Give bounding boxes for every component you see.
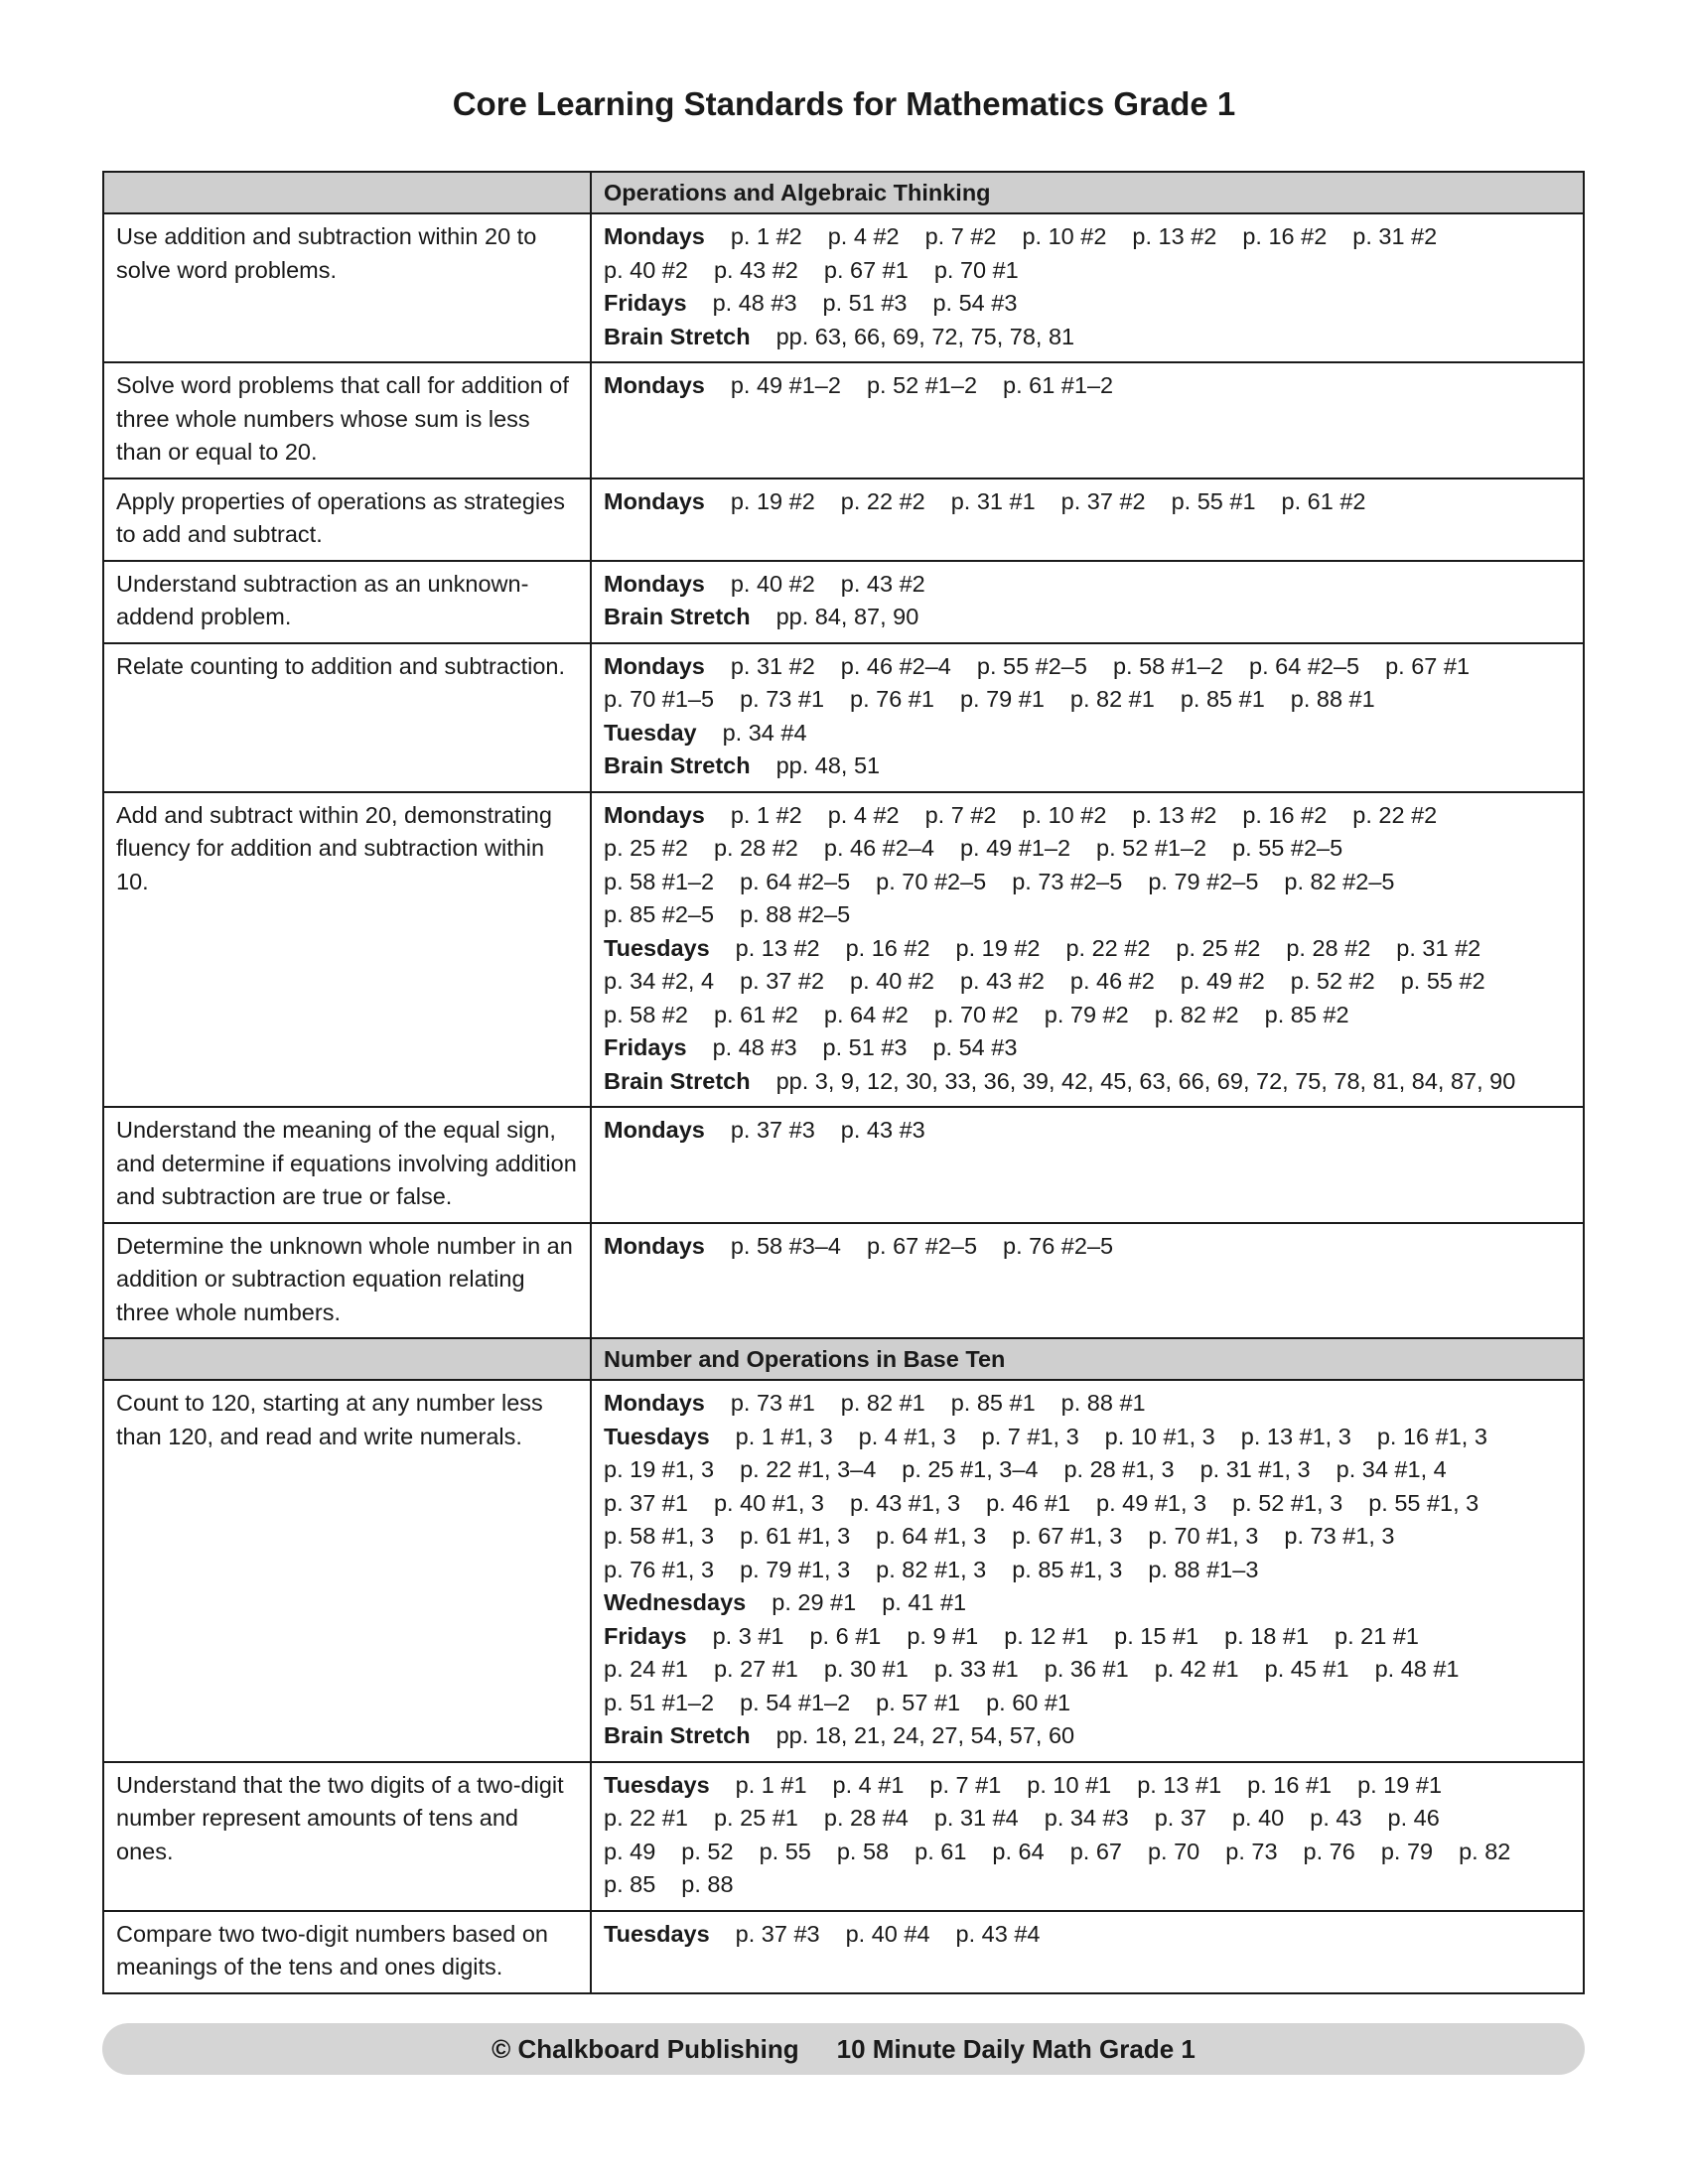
activity-references-cell xyxy=(591,1107,1584,1223)
reference-line xyxy=(604,932,1571,966)
page-reference: p. 64 #1, 3 xyxy=(876,1523,987,1549)
page-reference: p. 19 #1 xyxy=(1357,1771,1443,1798)
page-reference: p. 1 #1 xyxy=(735,1771,807,1798)
page-reference: p. 40 #4 xyxy=(845,1920,930,1947)
page-reference: p. 73 #1 xyxy=(740,686,825,712)
page-reference: p. 16 #1 xyxy=(1247,1771,1333,1798)
page-reference: p. 27 #1 xyxy=(713,1656,798,1682)
page-reference: p. 40 #2 xyxy=(604,256,688,283)
page-reference: p. 70 #2 xyxy=(933,1001,1019,1027)
page-reference: p. 41 #1 xyxy=(882,1589,967,1615)
standard-description: Apply properties of operations as strategies to add and subtract. xyxy=(103,478,591,561)
page-reference: p. 85 xyxy=(604,1871,656,1897)
page-reference: p. 88 xyxy=(681,1871,734,1897)
reference-line xyxy=(604,832,1571,866)
standard-row xyxy=(103,213,1584,362)
page-reference: p. 57 #1 xyxy=(876,1689,961,1715)
page-reference: p. 55 #2 xyxy=(1400,968,1485,994)
page-reference: p. 29 #1 xyxy=(772,1589,857,1615)
page-reference: p. 61 #2 xyxy=(1281,487,1366,514)
page-reference: p. 19 #2 xyxy=(955,934,1041,961)
page-reference: p. 28 #2 xyxy=(1286,934,1371,961)
page-reference: p. 82 #2–5 xyxy=(1284,868,1395,894)
reference-line xyxy=(604,220,1571,254)
domain-header-row xyxy=(103,1338,1584,1380)
standard-description: Compare two two-digit numbers based on meanings of the tens and ones digits. xyxy=(103,1911,591,1993)
page-reference: p. 43 #1, 3 xyxy=(850,1489,961,1516)
page-reference: p. 40 #1, 3 xyxy=(713,1489,825,1516)
page-reference: p. 49 #2 xyxy=(1180,968,1265,994)
standard-description: Understand subtraction as an unknown-addend problem. xyxy=(103,561,591,643)
activity-references-cell xyxy=(591,1223,1584,1339)
page-reference: p. 54 #3 xyxy=(932,290,1018,316)
page-reference: p. 45 #1 xyxy=(1264,1656,1349,1682)
page-reference: p. 85 #2 xyxy=(1264,1001,1349,1027)
page-reference: p. 34 #1, 4 xyxy=(1336,1456,1447,1482)
reference-line xyxy=(604,485,1571,519)
page-reference: p. 58 #1–2 xyxy=(1112,652,1224,679)
standard-description: Determine the unknown whole number in an addition or subtraction equation relating three whole numbers. xyxy=(103,1223,591,1339)
standard-row xyxy=(103,792,1584,1108)
page-reference: p. 6 #1 xyxy=(809,1622,882,1649)
standard-row xyxy=(103,1762,1584,1911)
page-reference: pp. 84, 87, 90 xyxy=(775,604,919,629)
page-reference: p. 85 #2–5 xyxy=(604,901,715,927)
domain-heading: Number and Operations in Base Ten xyxy=(591,1338,1584,1380)
weekday-label: Mondays xyxy=(604,487,705,514)
standard-row xyxy=(103,478,1584,561)
page-reference: p. 7 #2 xyxy=(924,801,997,828)
page-reference: p. 67 #1, 3 xyxy=(1012,1523,1123,1549)
weekday-label: Tuesdays xyxy=(604,934,710,961)
page-reference: p. 31 #2 xyxy=(730,652,815,679)
page-reference: pp. 48, 51 xyxy=(775,752,881,778)
domain-header-blank-cell xyxy=(103,1338,591,1380)
page-reference: p. 73 #2–5 xyxy=(1012,868,1123,894)
reference-line xyxy=(604,965,1571,999)
page-reference: p. 34 #4 xyxy=(722,719,807,746)
page-reference: p. 43 #2 xyxy=(840,570,925,597)
page-reference: pp. 3, 9, 12, 30, 33, 36, 39, 42, 45, 63, 66, 69, 72, 75, 78, 81, 84, 87, 90 xyxy=(775,1067,1516,1094)
page-reference: p. 48 #3 xyxy=(712,290,797,316)
footer-publisher: © Chalkboard Publishing xyxy=(492,2033,799,2064)
page-reference: p. 76 xyxy=(1303,1838,1355,1864)
page-reference: p. 42 #1 xyxy=(1154,1656,1239,1682)
page-reference: p. 79 xyxy=(1380,1838,1434,1864)
reference-line xyxy=(604,601,1571,634)
page-reference: p. 88 #1 xyxy=(1060,1390,1146,1416)
page-reference: p. 1 #2 xyxy=(730,223,802,249)
page-reference: p. 43 #4 xyxy=(955,1920,1041,1947)
activity-references-cell xyxy=(591,643,1584,792)
page-reference: p. 3 #1 xyxy=(712,1622,784,1649)
page-reference: p. 85 #1 xyxy=(950,1390,1036,1416)
weekday-label: Tuesdays xyxy=(604,1423,710,1449)
reference-line xyxy=(604,1453,1571,1487)
page-reference: p. 61 #1, 3 xyxy=(740,1523,851,1549)
page-reference: p. 37 xyxy=(1154,1805,1206,1831)
page-reference: p. 19 #2 xyxy=(730,487,815,514)
page-reference: p. 22 #1 xyxy=(604,1805,688,1831)
page-reference: p. 37 #3 xyxy=(735,1920,820,1947)
reference-line xyxy=(604,898,1571,932)
reference-line xyxy=(604,683,1571,717)
page-reference: p. 79 #1, 3 xyxy=(740,1556,851,1582)
page-reference: p. 21 #1 xyxy=(1335,1622,1419,1649)
page-reference: p. 61 xyxy=(914,1838,967,1864)
page-reference: p. 46 #2–4 xyxy=(840,652,951,679)
domain-header-row xyxy=(103,172,1584,213)
page-reference: p. 4 #1, 3 xyxy=(858,1423,956,1449)
page-reference: p. 31 #1 xyxy=(950,487,1036,514)
standard-row xyxy=(103,561,1584,643)
weekday-label: Fridays xyxy=(604,290,687,316)
page-reference: p. 34 #3 xyxy=(1044,1805,1129,1831)
reference-line xyxy=(604,1836,1571,1869)
page-reference: p. 40 #2 xyxy=(850,968,934,994)
activity-references-cell xyxy=(591,792,1584,1108)
page-reference: p. 60 #1 xyxy=(986,1689,1071,1715)
reference-line xyxy=(604,1719,1571,1753)
footer-book-title: 10 Minute Daily Math Grade 1 xyxy=(836,2033,1196,2064)
page-reference: p. 70 #1–5 xyxy=(604,686,715,712)
page-reference: p. 19 #1, 3 xyxy=(604,1456,715,1482)
reference-line xyxy=(604,321,1571,354)
page-reference: p. 18 #1 xyxy=(1224,1622,1310,1649)
weekday-label: Wednesdays xyxy=(604,1589,747,1615)
page-reference: p. 88 #1–3 xyxy=(1148,1556,1259,1582)
page-reference: p. 13 #1, 3 xyxy=(1240,1423,1351,1449)
page-reference: p. 54 #1–2 xyxy=(740,1689,851,1715)
page-reference: p. 52 #2 xyxy=(1290,968,1375,994)
page-reference: p. 70 xyxy=(1147,1838,1200,1864)
page-reference: p. 55 #2–5 xyxy=(976,652,1087,679)
page-reference: p. 16 #2 xyxy=(1242,223,1328,249)
reference-line xyxy=(604,1802,1571,1836)
standard-row xyxy=(103,643,1584,792)
reference-line xyxy=(604,1387,1571,1421)
page-reference: p. 58 xyxy=(836,1838,890,1864)
weekday-label: Mondays xyxy=(604,223,705,249)
page-reference: p. 67 xyxy=(1069,1838,1122,1864)
page-reference: p. 51 #3 xyxy=(822,1034,908,1060)
standard-description: Solve word problems that call for addition of three whole numbers whose sum is less than or equal to 20. xyxy=(103,362,591,478)
reference-line xyxy=(604,1769,1571,1803)
weekday-label: Brain Stretch xyxy=(604,323,751,349)
reference-line xyxy=(604,287,1571,321)
reference-line xyxy=(604,369,1571,403)
page-reference: p. 10 #2 xyxy=(1022,801,1107,828)
activity-references-cell xyxy=(591,561,1584,643)
page-reference: p. 70 #1, 3 xyxy=(1148,1523,1259,1549)
standard-description: Add and subtract within 20, demonstrating fluency for addition and subtraction within 10. xyxy=(103,792,591,1108)
page-reference: p. 22 #2 xyxy=(1352,801,1438,828)
weekday-label: Mondays xyxy=(604,570,705,597)
page-reference: p. 64 #2 xyxy=(823,1001,909,1027)
page-reference: p. 49 xyxy=(604,1838,656,1864)
page-reference: p. 31 #2 xyxy=(1352,223,1438,249)
activity-references-cell xyxy=(591,478,1584,561)
reference-line xyxy=(604,1487,1571,1521)
page-reference: p. 46 #1 xyxy=(986,1489,1071,1516)
weekday-label: Mondays xyxy=(604,1390,705,1416)
page-reference: p. 25 #2 xyxy=(1176,934,1261,961)
standard-row xyxy=(103,1107,1584,1223)
page-reference: p. 55 xyxy=(759,1838,811,1864)
weekday-label: Tuesdays xyxy=(604,1771,710,1798)
page-reference: p. 37 #2 xyxy=(740,968,825,994)
weekday-label: Brain Stretch xyxy=(604,604,751,629)
page-reference: p. 1 #2 xyxy=(730,801,802,828)
page-reference: p. 12 #1 xyxy=(1004,1622,1089,1649)
page-reference: p. 54 #3 xyxy=(932,1034,1018,1060)
page-reference: p. 58 #1–2 xyxy=(604,868,715,894)
reference-line xyxy=(604,866,1571,899)
page-reference: p. 10 #1, 3 xyxy=(1104,1423,1215,1449)
page-reference: p. 67 #1 xyxy=(1385,652,1471,679)
page-reference: p. 24 #1 xyxy=(604,1656,688,1682)
page-reference: p. 16 #2 xyxy=(1242,801,1328,828)
page-reference: pp. 18, 21, 24, 27, 54, 57, 60 xyxy=(775,1722,1075,1748)
page-reference: p. 82 #1, 3 xyxy=(876,1556,987,1582)
page-reference: p. 37 #2 xyxy=(1060,487,1146,514)
weekday-label: Mondays xyxy=(604,801,705,828)
domain-heading: Operations and Algebraic Thinking xyxy=(591,172,1584,213)
page-reference: p. 79 #2–5 xyxy=(1148,868,1259,894)
domain-header-blank-cell xyxy=(103,172,591,213)
weekday-label: Fridays xyxy=(604,1622,687,1649)
reference-line xyxy=(604,1520,1571,1554)
page-reference: p. 4 #1 xyxy=(832,1771,905,1798)
reference-line xyxy=(604,1620,1571,1654)
page-reference: p. 64 #2–5 xyxy=(1249,652,1360,679)
weekday-label: Brain Stretch xyxy=(604,752,751,778)
page-reference: p. 25 #1 xyxy=(713,1805,798,1831)
page-reference: p. 67 #1 xyxy=(823,256,909,283)
page-reference: p. 85 #1, 3 xyxy=(1012,1556,1123,1582)
reference-line xyxy=(604,1031,1571,1065)
standards-table xyxy=(102,171,1585,1994)
page-reference: p. 10 #2 xyxy=(1022,223,1107,249)
page-reference: p. 48 #3 xyxy=(712,1034,797,1060)
reference-line xyxy=(604,799,1571,833)
page-reference: p. 7 #2 xyxy=(924,223,997,249)
page-reference: p. 79 #2 xyxy=(1044,1001,1129,1027)
reference-line xyxy=(604,568,1571,602)
page-reference: p. 16 #1, 3 xyxy=(1376,1423,1487,1449)
activity-references-cell xyxy=(591,1911,1584,1993)
weekday-label: Brain Stretch xyxy=(604,1722,751,1748)
standard-row xyxy=(103,1380,1584,1762)
page-reference: p. 43 xyxy=(1310,1805,1362,1831)
reference-line xyxy=(604,717,1571,751)
weekday-label: Mondays xyxy=(604,372,705,398)
page-reference: p. 82 #1 xyxy=(840,1390,925,1416)
weekday-label: Mondays xyxy=(604,652,705,679)
page-reference: p. 64 xyxy=(992,1838,1045,1864)
standard-description: Understand the meaning of the equal sign, and determine if equations involving addition and subtraction are true or false. xyxy=(103,1107,591,1223)
standard-description: Relate counting to addition and subtraction. xyxy=(103,643,591,792)
page-reference: p. 82 #1 xyxy=(1069,686,1155,712)
page-reference: p. 85 #1 xyxy=(1180,686,1265,712)
reference-line xyxy=(604,1653,1571,1687)
page-title: Core Learning Standards for Mathematics Grade 1 xyxy=(452,85,1236,122)
reference-line xyxy=(604,1114,1571,1148)
reference-line xyxy=(604,1554,1571,1587)
standard-row xyxy=(103,362,1584,478)
activity-references-cell xyxy=(591,362,1584,478)
page-reference: p. 10 #1 xyxy=(1027,1771,1112,1798)
page-reference: p. 31 #2 xyxy=(1396,934,1481,961)
standard-description: Understand that the two digits of a two-digit number represent amounts of tens and ones. xyxy=(103,1762,591,1911)
reference-line xyxy=(604,1868,1571,1902)
page-reference: p. 22 #2 xyxy=(840,487,925,514)
page-reference: p. 48 #1 xyxy=(1374,1656,1460,1682)
page-reference: p. 22 #2 xyxy=(1065,934,1151,961)
page-reference: p. 61 #1–2 xyxy=(1003,372,1114,398)
page-reference: p. 49 #1–2 xyxy=(730,372,841,398)
page-reference: p. 1 #1, 3 xyxy=(735,1423,833,1449)
page-reference: p. 25 #2 xyxy=(604,835,688,861)
page-reference: p. 52 #1, 3 xyxy=(1232,1489,1343,1516)
page-reference: p. 33 #1 xyxy=(933,1656,1019,1682)
page-reference: p. 51 #3 xyxy=(822,290,908,316)
page-reference: p. 46 #2 xyxy=(1069,968,1155,994)
page-reference: p. 43 #2 xyxy=(959,968,1045,994)
activity-references-cell xyxy=(591,1380,1584,1762)
page-reference: p. 58 #3–4 xyxy=(730,1232,841,1259)
page-reference: p. 49 #1–2 xyxy=(959,835,1071,861)
reference-line xyxy=(604,1065,1571,1099)
page-reference: p. 79 #1 xyxy=(959,686,1045,712)
reference-line xyxy=(604,1918,1571,1952)
page-reference: p. 13 #2 xyxy=(735,934,820,961)
page-reference: p. 70 #1 xyxy=(933,256,1019,283)
page-reference: p. 31 #1, 3 xyxy=(1199,1456,1311,1482)
page-reference: p. 43 #3 xyxy=(840,1117,925,1143)
page-reference: p. 9 #1 xyxy=(907,1622,979,1649)
footer-bar xyxy=(102,2023,1585,2075)
standard-description: Count to 120, starting at any number less than 120, and read and write numerals. xyxy=(103,1380,591,1762)
page-reference: p. 7 #1, 3 xyxy=(981,1423,1079,1449)
page-reference: p. 58 #2 xyxy=(604,1001,688,1027)
page-reference: p. 28 #1, 3 xyxy=(1063,1456,1175,1482)
page-reference: p. 55 #1 xyxy=(1171,487,1256,514)
page-reference: p. 4 #2 xyxy=(827,223,900,249)
page-reference: p. 67 #2–5 xyxy=(866,1232,978,1259)
reference-line xyxy=(604,1230,1571,1264)
page-reference: p. 88 #1 xyxy=(1290,686,1375,712)
standard-row xyxy=(103,1223,1584,1339)
page-reference: p. 15 #1 xyxy=(1114,1622,1199,1649)
page-reference: p. 25 #1, 3–4 xyxy=(902,1456,1039,1482)
page-reference: p. 36 #1 xyxy=(1044,1656,1129,1682)
page-reference: p. 73 #1, 3 xyxy=(1284,1523,1395,1549)
page-reference: p. 40 #2 xyxy=(730,570,815,597)
page-reference: p. 37 #3 xyxy=(730,1117,815,1143)
standard-row xyxy=(103,1911,1584,1993)
page-reference: p. 52 #1–2 xyxy=(1096,835,1207,861)
weekday-label: Fridays xyxy=(604,1034,687,1060)
weekday-label: Mondays xyxy=(604,1117,705,1143)
reference-line xyxy=(604,254,1571,288)
page-reference: p. 30 #1 xyxy=(823,1656,909,1682)
page-reference: p. 55 #2–5 xyxy=(1232,835,1343,861)
reference-line xyxy=(604,999,1571,1032)
page-reference: p. 16 #2 xyxy=(845,934,930,961)
page-reference: p. 13 #1 xyxy=(1137,1771,1222,1798)
page-reference: p. 76 #1, 3 xyxy=(604,1556,715,1582)
page-reference: p. 46 xyxy=(1387,1805,1440,1831)
page-reference: p. 34 #2, 4 xyxy=(604,968,715,994)
weekday-label: Brain Stretch xyxy=(604,1067,751,1094)
page-reference: p. 13 #2 xyxy=(1132,801,1217,828)
page-reference: p. 40 xyxy=(1231,1805,1285,1831)
page-reference: p. 28 #2 xyxy=(713,835,798,861)
weekday-label: Tuesday xyxy=(604,719,697,746)
page-reference: p. 4 #2 xyxy=(827,801,900,828)
page-reference: p. 28 #4 xyxy=(823,1805,909,1831)
page-reference: p. 82 #2 xyxy=(1154,1001,1239,1027)
reference-line xyxy=(604,1687,1571,1720)
page-reference: p. 22 #1, 3–4 xyxy=(740,1456,877,1482)
page-reference: p. 49 #1, 3 xyxy=(1096,1489,1207,1516)
weekday-label: Mondays xyxy=(604,1232,705,1259)
page-reference: p. 61 #2 xyxy=(713,1001,798,1027)
page-reference: p. 76 #1 xyxy=(850,686,934,712)
page-reference: p. 46 #2–4 xyxy=(823,835,934,861)
page-reference: p. 7 #1 xyxy=(929,1771,1002,1798)
reference-line xyxy=(604,650,1571,684)
page-reference: p. 43 #2 xyxy=(713,256,798,283)
page-reference: p. 88 #2–5 xyxy=(740,901,851,927)
reference-line xyxy=(604,1421,1571,1454)
page-reference: p. 13 #2 xyxy=(1132,223,1217,249)
page-reference: p. 31 #4 xyxy=(933,1805,1019,1831)
page-reference: p. 58 #1, 3 xyxy=(604,1523,715,1549)
page-reference: p. 73 xyxy=(1225,1838,1278,1864)
activity-references-cell xyxy=(591,1762,1584,1911)
reference-line xyxy=(604,750,1571,783)
page-reference: pp. 63, 66, 69, 72, 75, 78, 81 xyxy=(775,323,1075,349)
page-reference: p. 52 xyxy=(681,1838,734,1864)
weekday-label: Tuesdays xyxy=(604,1920,710,1947)
page-reference: p. 64 #2–5 xyxy=(740,868,851,894)
page-reference: p. 52 #1–2 xyxy=(866,372,978,398)
reference-line xyxy=(604,1586,1571,1620)
page-reference: p. 37 #1 xyxy=(604,1489,688,1516)
page-reference: p. 73 #1 xyxy=(730,1390,815,1416)
activity-references-cell xyxy=(591,213,1584,362)
page-reference: p. 55 #1, 3 xyxy=(1368,1489,1479,1516)
page-reference: p. 76 #2–5 xyxy=(1003,1232,1114,1259)
page-reference: p. 51 #1–2 xyxy=(604,1689,715,1715)
standard-description: Use addition and subtraction within 20 to solve word problems. xyxy=(103,213,591,362)
page-reference: p. 82 xyxy=(1459,1838,1511,1864)
page-reference: p. 70 #2–5 xyxy=(876,868,987,894)
